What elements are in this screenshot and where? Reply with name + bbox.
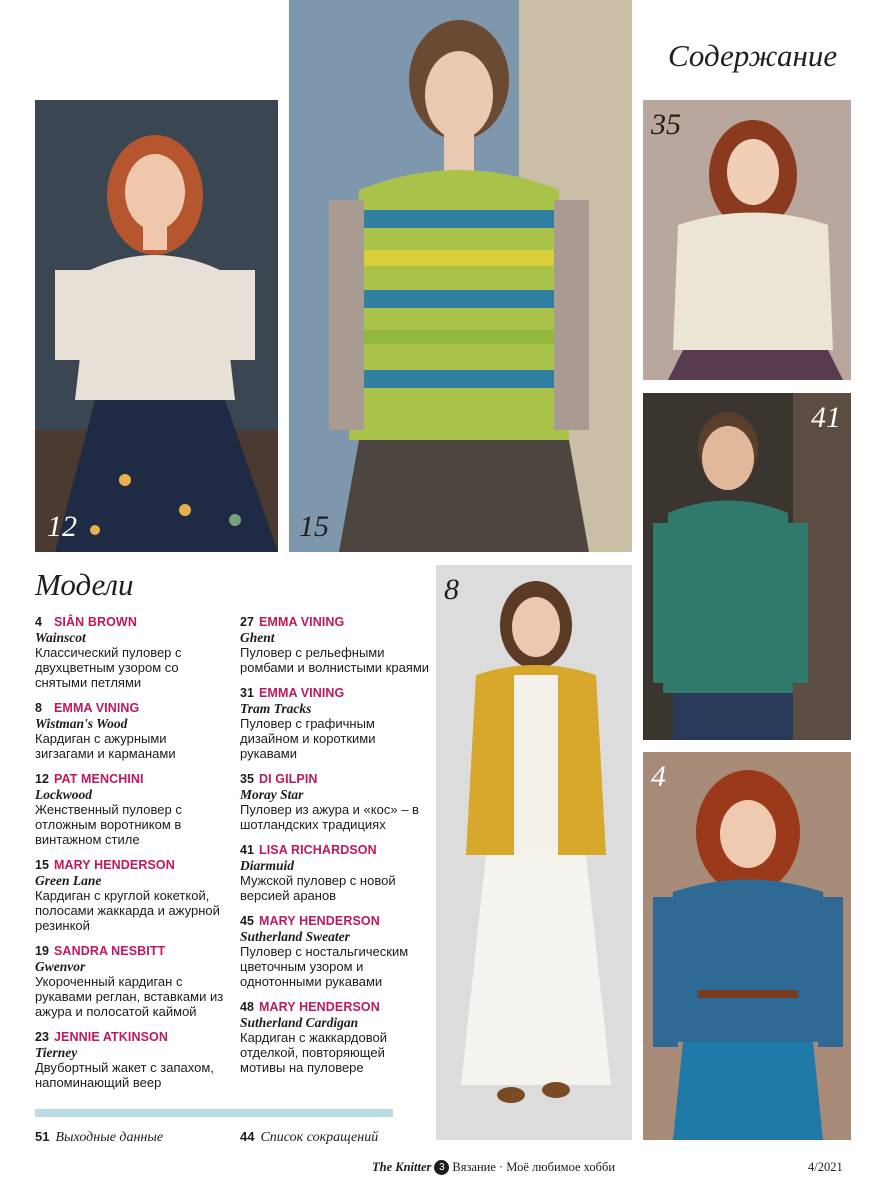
entry-page-number: 45 <box>240 914 254 928</box>
entry-page-number: 8 <box>35 701 42 715</box>
contents-column-right <box>240 615 430 1086</box>
entry-pattern-name: Tierney <box>35 1045 78 1060</box>
entry-designer: MARY HENDERSON <box>259 914 380 928</box>
contents-entry[interactable] <box>35 944 225 1019</box>
magazine-subtitle: Вязание · Моё любимое хобби <box>452 1160 616 1174</box>
photo-page-number: 8 <box>444 573 459 606</box>
entry-page-number: 48 <box>240 1000 254 1014</box>
entry-pattern-name: Gwenvor <box>35 959 86 974</box>
photo-lockwood[interactable] <box>35 100 278 552</box>
entry-page-number: 31 <box>240 686 254 700</box>
contents-link-abbreviations[interactable] <box>240 1129 378 1146</box>
photo-wainscot-image <box>643 752 851 1140</box>
entry-heading <box>240 843 430 858</box>
entry-heading <box>35 858 225 873</box>
entry-pattern-name: Green Lane <box>35 873 102 888</box>
entry-pattern-name: Wainscot <box>35 630 86 645</box>
photo-page-number: 4 <box>651 760 666 793</box>
link-page: 44 <box>240 1129 255 1144</box>
page-number-badge: 3 <box>434 1160 449 1175</box>
entry-designer: EMMA VINING <box>259 686 345 700</box>
entry-heading <box>240 1000 430 1015</box>
entry-heading <box>35 615 225 630</box>
link-label: Список сокращений <box>260 1130 379 1145</box>
entry-description: Кардиган с ажурными зигзагами и карманами <box>35 731 176 761</box>
entry-pattern-name: Tram Tracks <box>240 701 312 716</box>
contents-entry[interactable] <box>35 701 225 761</box>
photo-wistmans-wood-image <box>436 565 632 1140</box>
entry-designer: SIÂN BROWN <box>54 615 137 629</box>
entry-pattern-name: Sutherland Cardigan <box>240 1015 359 1030</box>
contents-entry[interactable] <box>240 615 430 675</box>
issue-number: 4/2021 <box>808 1160 843 1174</box>
contents-entry[interactable] <box>35 615 225 690</box>
entry-heading <box>240 914 430 929</box>
entry-designer: EMMA VINING <box>54 701 140 715</box>
photo-diarmuid-image <box>643 393 851 740</box>
entry-designer: LISA RICHARDSON <box>259 843 377 857</box>
contents-entry[interactable] <box>35 1030 225 1090</box>
contents-entry[interactable] <box>240 1000 430 1075</box>
contents-entry[interactable] <box>240 843 430 903</box>
photo-green-lane[interactable] <box>289 0 632 552</box>
entry-heading <box>240 686 430 701</box>
entry-pattern-name: Moray Star <box>240 787 304 802</box>
photo-wistmans-wood[interactable] <box>436 565 632 1140</box>
entry-designer: EMMA VINING <box>259 615 345 629</box>
magazine-name: The Knitter <box>372 1160 432 1174</box>
page-folio <box>372 1160 615 1175</box>
photo-page-number: 12 <box>47 510 77 543</box>
section-title: Модели <box>35 567 134 602</box>
contents-entry[interactable] <box>35 772 225 847</box>
entry-designer: MARY HENDERSON <box>54 858 175 872</box>
contents-entry[interactable] <box>35 858 225 933</box>
entry-heading <box>35 1030 225 1045</box>
entry-description: Пуловер с ностальгическим цветочным узором и однотонными рукавами <box>240 944 409 989</box>
photo-page-number: 41 <box>811 401 841 434</box>
entry-page-number: 19 <box>35 944 49 958</box>
entry-page-number: 15 <box>35 858 49 872</box>
entry-designer: MARY HENDERSON <box>259 1000 380 1014</box>
entry-page-number: 12 <box>35 772 49 786</box>
entry-designer: JENNIE ATKINSON <box>54 1030 169 1044</box>
contents-entry[interactable] <box>240 772 430 832</box>
entry-page-number: 41 <box>240 843 254 857</box>
photo-moray-star-image <box>643 100 851 380</box>
entry-heading <box>35 944 225 959</box>
entry-pattern-name: Sutherland Sweater <box>240 929 350 944</box>
entry-designer: DI GILPIN <box>259 772 318 786</box>
photo-page-number: 15 <box>299 510 329 543</box>
link-label: Выходные данные <box>55 1130 164 1145</box>
entry-heading <box>240 772 430 787</box>
page-title: Содержание <box>668 38 838 73</box>
entry-description: Кардиган с круглой кокеткой, полосами жаккарда и ажурной резинкой <box>35 888 220 933</box>
photo-page-number: 35 <box>651 108 681 141</box>
entry-page-number: 23 <box>35 1030 49 1044</box>
entry-description: Мужской пуловер с новой версией аранов <box>240 873 396 903</box>
entry-description: Двубортный жакет с запахом, напоминающий веер <box>35 1060 214 1090</box>
entry-designer: SANDRA NESBITT <box>54 944 166 958</box>
contents-column-left <box>35 615 225 1101</box>
contents-entry[interactable] <box>240 914 430 989</box>
entry-page-number: 4 <box>35 615 42 629</box>
entry-description: Женственный пуловер с отложным воротником в винтажном стиле <box>35 802 182 847</box>
entry-heading <box>35 772 225 787</box>
entry-page-number: 27 <box>240 615 254 629</box>
entry-designer: PAT MENCHINI <box>54 772 144 786</box>
contents-entry[interactable] <box>240 686 430 761</box>
entry-description: Пуловер с рельефными ромбами и волнистыми краями <box>240 645 430 675</box>
photo-wainscot[interactable] <box>643 752 851 1140</box>
entry-description: Укороченный кардиган с рукавами реглан, вставками из ажура и полосатой каймой <box>35 974 224 1019</box>
entry-description: Пуловер с графичным дизайном и короткими рукавами <box>240 716 376 761</box>
entry-heading <box>35 701 225 716</box>
photo-moray-star[interactable] <box>643 100 851 380</box>
photo-green-lane-image <box>289 0 632 552</box>
entry-pattern-name: Wistman's Wood <box>35 716 128 731</box>
entry-description: Кардиган с жаккардовой отделкой, повторяющей мотивы на пуловере <box>240 1030 387 1075</box>
entry-pattern-name: Diarmuid <box>240 858 295 873</box>
photo-diarmuid[interactable] <box>643 393 851 740</box>
entry-pattern-name: Ghent <box>240 630 275 645</box>
entry-page-number: 35 <box>240 772 254 786</box>
entry-description: Пуловер из ажура и «кос» – в шотландских традициях <box>240 802 419 832</box>
link-page: 51 <box>35 1129 50 1144</box>
contents-link-imprint[interactable] <box>35 1129 163 1146</box>
entry-description: Классический пуловер с двухцветным узором со снятыми петлями <box>35 645 182 690</box>
entry-pattern-name: Lockwood <box>35 787 92 802</box>
divider-bar <box>35 1109 393 1117</box>
photo-lockwood-image <box>35 100 278 552</box>
entry-heading <box>240 615 430 630</box>
